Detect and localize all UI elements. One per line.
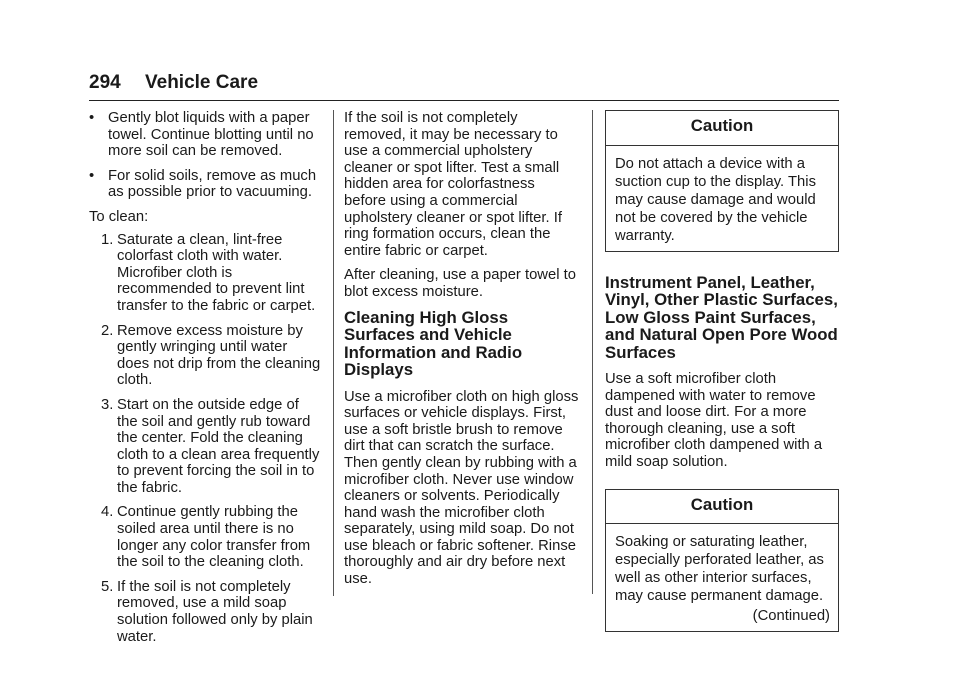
paragraph: After cleaning, use a paper towel to blot excess moisture.	[344, 267, 576, 300]
page-number: 294	[89, 72, 121, 93]
caution-text: Soaking or saturating leather, especially perforated leather, as well as other interior surfaces, may cause permanent damage.	[615, 534, 824, 605]
bullet-text: For solid soils, remove as much as possible prior to vacuuming.	[108, 167, 317, 201]
step-text: Saturate a clean, lint-free colorfast cloth with water. Microfiber cloth is recommended to prevent lint transfer to the fabric or carpet.	[117, 231, 316, 314]
paragraph: Use a microfiber cloth on high gloss surfaces or vehicle displays. First, use a soft bristle brush to remove dirt that can scratch the surface. Then gently clean by rubbing with a microfiber cloth. Never use window cleaners or solvents. Periodically hand wash the microfiber cloth separately, using mild soap. Do not use bleach or fabric softener. Rinse thoroughly and air dry before next use.	[344, 388, 579, 588]
column-middle	[344, 110, 580, 596]
column-divider	[333, 110, 334, 596]
page-header	[89, 70, 839, 101]
bullet-mark: •	[89, 167, 95, 184]
bullet-item	[89, 110, 323, 160]
section-heading: Instrument Panel, Leather, Vinyl, Other Plastic Surfaces, Low Gloss Paint Surfaces, and Natural Open Pore Wood Surfaces	[605, 272, 838, 362]
step-number: 4.	[101, 504, 114, 521]
bullet-text: Gently blot liquids with a paper towel. Continue blotting until no more soil can be removed.	[108, 110, 314, 160]
caution-box	[605, 110, 839, 252]
step-number: 5.	[101, 578, 114, 595]
step-text: Start on the outside edge of the soil and gently rub toward the center. Fold the cleaning cloth to a clean area frequently to prevent forcing the soil in to the fabric.	[117, 396, 320, 496]
step-item	[89, 232, 323, 315]
bullet-item	[89, 168, 323, 201]
paragraph: If the soil is not completely removed, it may be necessary to use a commercial upholstery cleaner or spot lifter. Test a small hidden area for colorfastness before using a commercial upholstery cleaner or spot lifter. If ring formation occurs, clean the entire fabric or carpet.	[344, 110, 562, 259]
column-divider	[592, 110, 593, 594]
column-left	[89, 110, 323, 653]
caution-text: Do not attach a device with a suction cup to the display. This may cause damage and would not be covered by the vehicle warranty.	[615, 155, 816, 244]
caution-title: Caution	[606, 490, 838, 525]
step-number: 1.	[101, 231, 114, 248]
continued-label: (Continued)	[752, 608, 830, 625]
caution-box	[605, 489, 839, 633]
section-title: Vehicle Care	[145, 72, 259, 93]
step-number: 3.	[101, 396, 114, 413]
column-right	[605, 110, 839, 654]
step-item	[89, 504, 323, 570]
step-text: Remove excess moisture by gently wringing until water does not drip from the cleaning cloth.	[117, 322, 321, 389]
caution-body	[606, 524, 838, 631]
step-text: Continue gently rubbing the soiled area until there is no longer any color transfer from the soil to the cleaning cloth.	[117, 504, 311, 571]
paragraph: Use a soft microfiber cloth dampened with water to remove dust and loose dirt. For a more thorough cleaning, use a soft microfiber cloth dampened with a mild soap solution.	[605, 371, 823, 471]
step-item	[89, 397, 323, 497]
step-number: 2.	[101, 322, 114, 339]
lead-text: To clean:	[89, 208, 149, 225]
step-item	[89, 323, 323, 389]
caution-title: Caution	[606, 111, 838, 146]
step-text: If the soil is not completely removed, use a mild soap solution followed only by plain water.	[117, 578, 313, 645]
bullet-mark: •	[89, 110, 95, 126]
section-heading: Cleaning High Gloss Surfaces and Vehicle Information and Radio Displays	[344, 307, 523, 380]
step-item	[89, 579, 323, 645]
